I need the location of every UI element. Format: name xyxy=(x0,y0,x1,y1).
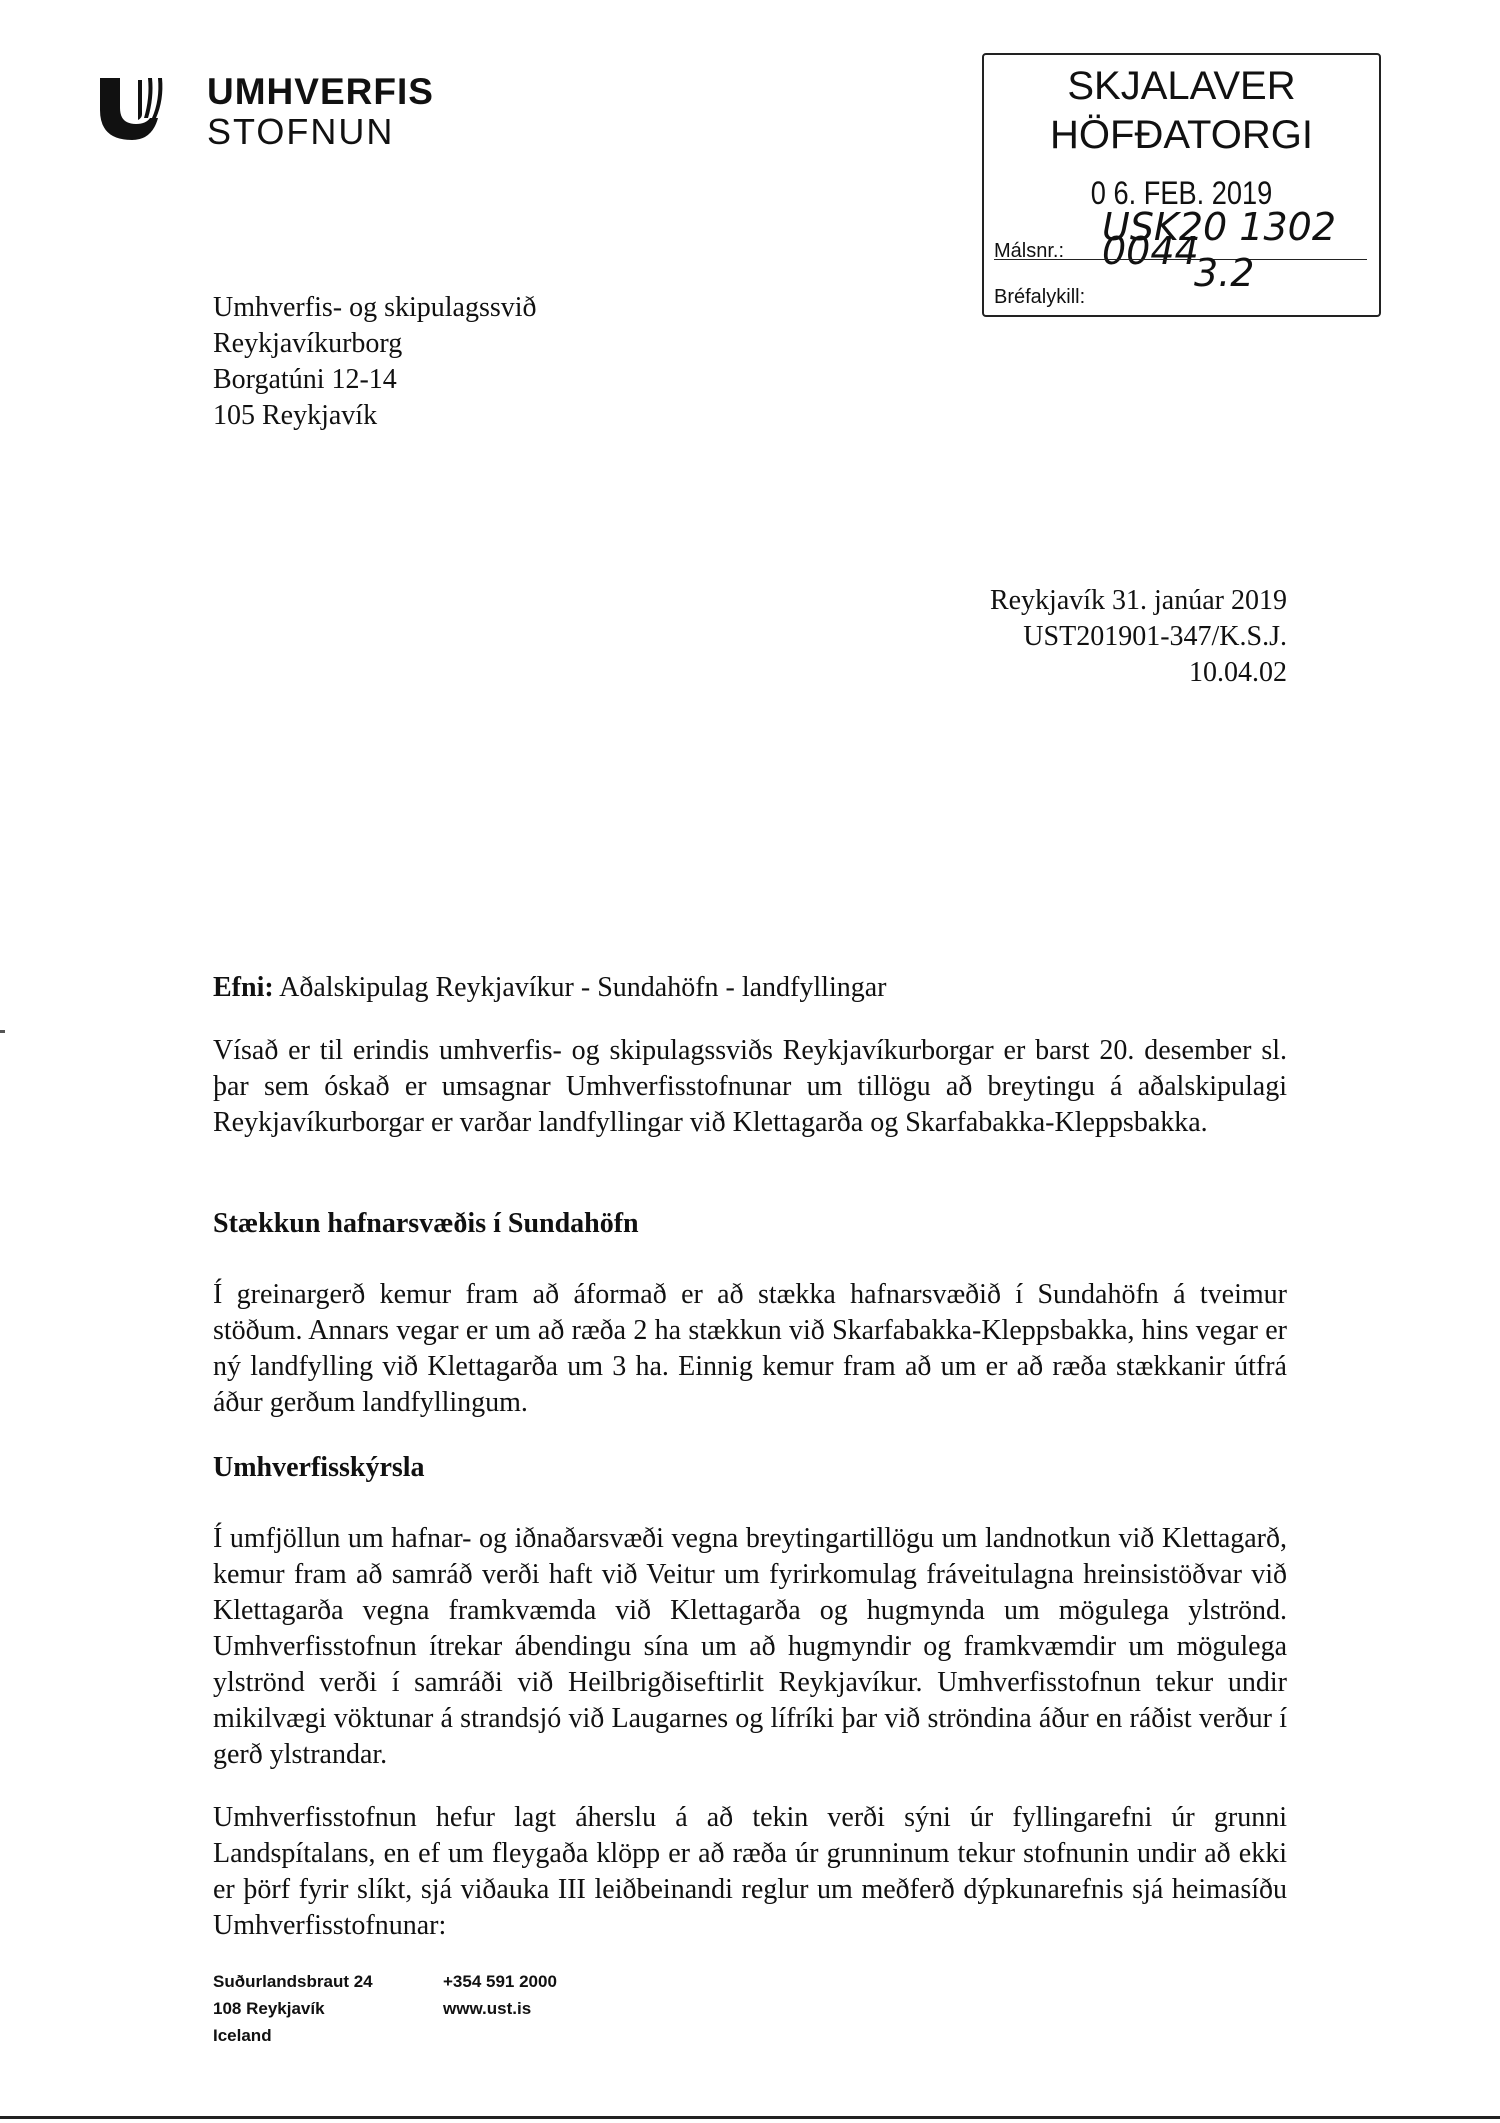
recipient-line: Reykjavíkurborg xyxy=(213,328,403,359)
paragraph-3: Í umfjöllun um hafnar- og iðnaðarsvæði vegna breytingartillögu um landnotkun við Klettagarð, kemur fram að samráð verði haft við Veitur um fyrirkomulag fráveitulagna hreinsistöðvar við Klettagarða vegna framkvæmda við Klettagarða og hugmynda um mögulega ylströnd. Umhverfisstofnun ítrekar ábendingu sína um að hugmyndir og framkvæmdir um mögulega ylströnd verði í samráði við Heilbrigðiseftirlit Reykjavíkur. Umhverfisstofnun tekur undir mikilvægi vöktunar á strandsjó við Laugarnes og lífríki þar við ströndina áður en ráðist verður í gerð ylstrandar. xyxy=(213,1523,1287,1770)
stamp-date: 0 6. FEB. 2019 xyxy=(1090,175,1273,211)
footer-contact xyxy=(443,1968,557,2022)
stamp-divider xyxy=(994,259,1367,260)
footer-country: Iceland xyxy=(213,2026,272,2045)
stamp-key-label: Bréfalykill: xyxy=(994,286,1086,308)
received-stamp xyxy=(982,53,1381,317)
place-date: Reykjavík 31. janúar 2019 xyxy=(989,585,1287,616)
recipient-line: 105 Reykjavík xyxy=(213,400,378,431)
paragraph-4: Umhverfisstofnun hefur lagt áherslu á að tekin verði sýni úr fyllingarefni úr grunni Landspítalans, en ef um fleygaða klöpp er að ræða úr grunninum tekur stofnunin undir að ekki er þörf fyrir slíkt, sjá viðauka III leiðbeinandi reglur um meðferð dýpkunarefnis sjá heimasíðu Umhverfisstofnunar: xyxy=(213,1802,1287,1941)
paragraph-1: Vísað er til erindis umhverfis- og skipulagssviðs Reykjavíkurborgar er barst 20. desember sl. þar sem óskað er umsagnar Umhverfisstofnunar um tillögu að breytingu á aðalskipulagi Reykjavíkurborgar er varðar landfyllingar við Klettagarða og Skarfabakka-Kleppsbakka. xyxy=(213,1035,1287,1138)
footer-address xyxy=(213,1968,373,2049)
recipient-line: Umhverfis- og skipulagssvið xyxy=(213,292,537,323)
recipient-line: Borgatúni 12-14 xyxy=(213,364,397,395)
agency-logo-icon xyxy=(98,74,178,144)
stamp-case-number: USK20 1302 0044 xyxy=(1102,205,1336,273)
logo-text-primary: UMHVERFIS xyxy=(207,71,434,112)
logo-text-secondary: STOFNUN xyxy=(207,111,395,152)
stamp-key-value: 3.2 xyxy=(1194,251,1255,295)
section-heading-1: Stækkun hafnarsvæðis í Sundahöfn xyxy=(213,1208,639,1239)
reference-number: UST201901-347/K.S.J. xyxy=(1023,621,1287,652)
scan-edge-mark xyxy=(0,1030,5,1033)
letter-meta xyxy=(900,583,1287,691)
subject-label: Efni: xyxy=(213,972,274,1003)
footer-city: 108 Reykjavík xyxy=(213,1999,325,2018)
stamp-title-2: HÖFÐATORGI xyxy=(1050,113,1313,157)
recipient-address xyxy=(213,290,537,434)
footer-website[interactable]: www.ust.is xyxy=(443,1999,532,2018)
footer-phone: +354 591 2000 xyxy=(443,1972,557,1991)
subject-text: Aðalskipulag Reykjavíkur - Sundahöfn - landfyllingar xyxy=(279,972,887,1003)
section-heading-2: Umhverfisskýrsla xyxy=(213,1452,425,1483)
stamp-case-label: Málsnr.: xyxy=(994,240,1065,262)
paragraph-2: Í greinargerð kemur fram að áformað er að stækka hafnarsvæðið í Sundahöfn á tveimur stöðum. Annars vegar er um að ræða 2 ha stækkun við Skarfabakka-Kleppsbakka, hins vegar er ný landfylling við Klettagarða um 3 ha. Einnig kemur fram að um er að ræða stækkanir útfrá áður gerðum landfyllingum. xyxy=(213,1279,1287,1418)
subject-line xyxy=(213,970,1287,1006)
stamp-title-1: SKJALAVER xyxy=(1067,64,1296,108)
page-bottom-border xyxy=(0,2116,1500,2119)
footer-street: Suðurlandsbraut 24 xyxy=(213,1972,373,1991)
file-code: 10.04.02 xyxy=(1189,657,1287,688)
